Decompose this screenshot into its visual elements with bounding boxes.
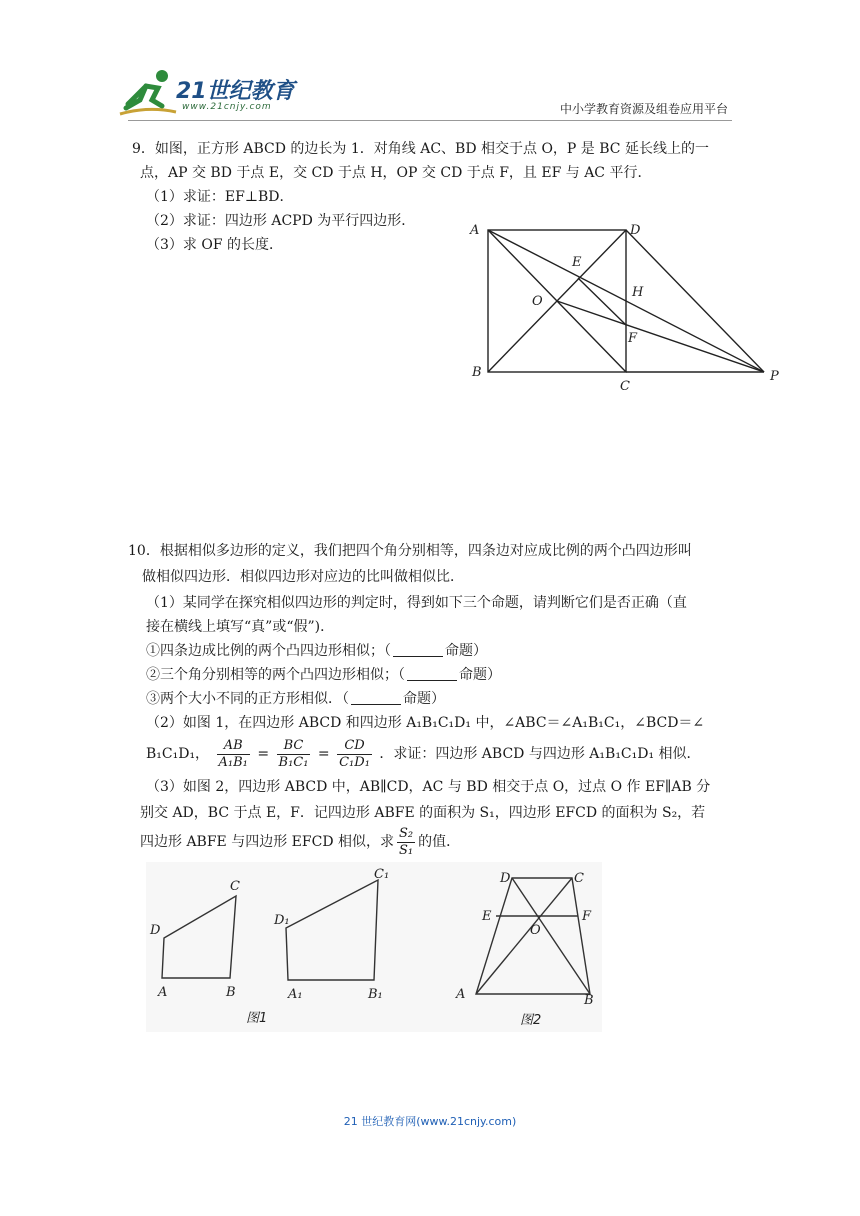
fig1-label-D: D [150,923,161,938]
q10-part3-line1: （3）如图 2，四边形 ABCD 中，AB∥CD，AC 与 BD 相交于点 O，过点 O 作 EF∥AB 分 [146,779,711,795]
fig1-label-A1: A₁ [288,987,303,1002]
fraction-bc: $\frac{BC}{\text{B₁C₁}}$ [278,737,309,770]
runner-logo-icon [118,66,178,122]
equals-sign: = [257,746,270,762]
fig1-label-B1: B₁ [368,987,383,1002]
fig1-label-A: A [158,985,168,1000]
q9-line-2: 点，AP 交 BD 于点 E，交 CD 于点 H，OP 交 CD 于点 F，且 EF 与 AC 平行． [140,165,652,181]
label-P: P [770,369,779,384]
q10-part2-line2 [146,734,701,774]
fig1-label-B: B [226,985,236,1000]
label-E: E [572,255,582,270]
q10-part1-line2: 接在横线上填写“真”或“假”)． [146,619,335,635]
q10-line-2: 做相似四边形．相似四边形对应边的比叫做相似比． [142,569,464,585]
prop2-blank[interactable] [407,666,457,681]
segment-ef [578,278,626,325]
fig2-label-A: A [456,987,466,1002]
fig2-label-E: E [482,909,492,924]
q10-part1-line1: （1）某同学在探究相似四边形的判定时，得到如下三个命题，请判断它们是否正确（直 [146,595,687,611]
q10-part3-line2: 别交 AD，BC 于点 E，F．记四边形 ABFE 的面积为 S₁，四边形 EFCD 的面积为 S₂，若 [140,805,706,821]
q9-line-1: 9．如图，正方形 ABCD 的边长为 1．对角线 AC、BD 相交于点 O，P 是 BC 延长线上的一 [132,141,709,157]
footer-link[interactable]: 21 世纪教育网(www.21cnjy.com) [343,1115,517,1128]
prop1-post: 命题） [445,643,487,659]
fig1-label-D1: D₁ [274,913,290,928]
fig1-caption: 图1 [246,1011,268,1026]
fig2-label-B: B [584,993,594,1008]
q10-line-1: 10．根据相似多边形的定义，我们把四个角分别相等，四条边对应成比例的两个凸四边形叫 [128,543,692,559]
fig2-label-C: C [574,871,584,886]
q10-proposition-2 [146,664,501,686]
q9-part-1: （1）求证：EF⊥BD． [146,189,294,205]
fraction-s2-s1: $\frac{\text{S₂}}{\text{S₁}}$ [399,825,414,858]
fig2-label-O: O [530,923,541,938]
fraction-cd: $\frac{CD}{\text{C₁D₁}}$ [339,737,370,770]
fig2-caption: 图2 [520,1013,542,1028]
label-O: O [532,294,543,309]
part3-suffix: 的值． [418,834,461,850]
part3-prefix: 四边形 ABFE 与四边形 EFCD 相似，求 [140,834,395,850]
logo-url: www.21cnjy.com [182,102,272,112]
q10-part2-line1: （2）如图 1，在四边形 ABCD 和四边形 A₁B₁C₁D₁ 中，∠ABC＝∠A₁B₁C₁，∠BCD＝∠ [146,715,705,731]
segment-dp [626,230,764,372]
segment-op [557,301,764,372]
prop2-text: ②三个角分别相等的两个凸四边形相似；（ [146,667,405,683]
prop2-post: 命题） [459,667,501,683]
prop3-text: ③两个大小不同的正方形相似．（ [146,691,349,707]
part2-prefix: B₁C₁D₁， [146,746,210,762]
header-divider [128,120,732,121]
fig2-label-F: F [582,909,592,924]
label-B: B [472,365,482,380]
prop1-text: ①四条边成比例的两个凸四边形相似；（ [146,643,391,659]
q10-part3-line3 [140,822,460,862]
question-10 [128,540,742,860]
fig1-label-C: C [230,879,240,894]
q9-square-figure [460,214,790,400]
label-C: C [620,379,630,394]
fraction-ab: $\frac{AB}{\text{A₁B₁}}$ [218,737,248,770]
prop3-post: 命题） [403,691,445,707]
part2-suffix: ．求证：四边形 ABCD 与四边形 A₁B₁C₁D₁ 相似． [379,746,701,762]
label-D: D [630,223,641,238]
fig2-label-D: D [500,871,511,886]
q10-figures [146,862,602,1032]
q10-proposition-3 [146,688,445,710]
q10-proposition-1 [146,640,487,662]
label-A: A [470,223,480,238]
q9-part-3: （3）求 OF 的长度． [146,237,283,253]
label-H: H [632,285,644,300]
prop3-blank[interactable] [351,690,401,705]
equals-sign: = [317,746,330,762]
header-platform-text: 中小学教育资源及组卷应用平台 [559,102,728,116]
logo-text: 21世纪教育 [176,79,295,104]
fig1-label-C1: C₁ [374,867,390,882]
q9-part-2: （2）求证：四边形 ACPD 为平行四边形． [146,213,416,229]
prop1-blank[interactable] [393,642,443,657]
label-F: F [628,331,638,346]
